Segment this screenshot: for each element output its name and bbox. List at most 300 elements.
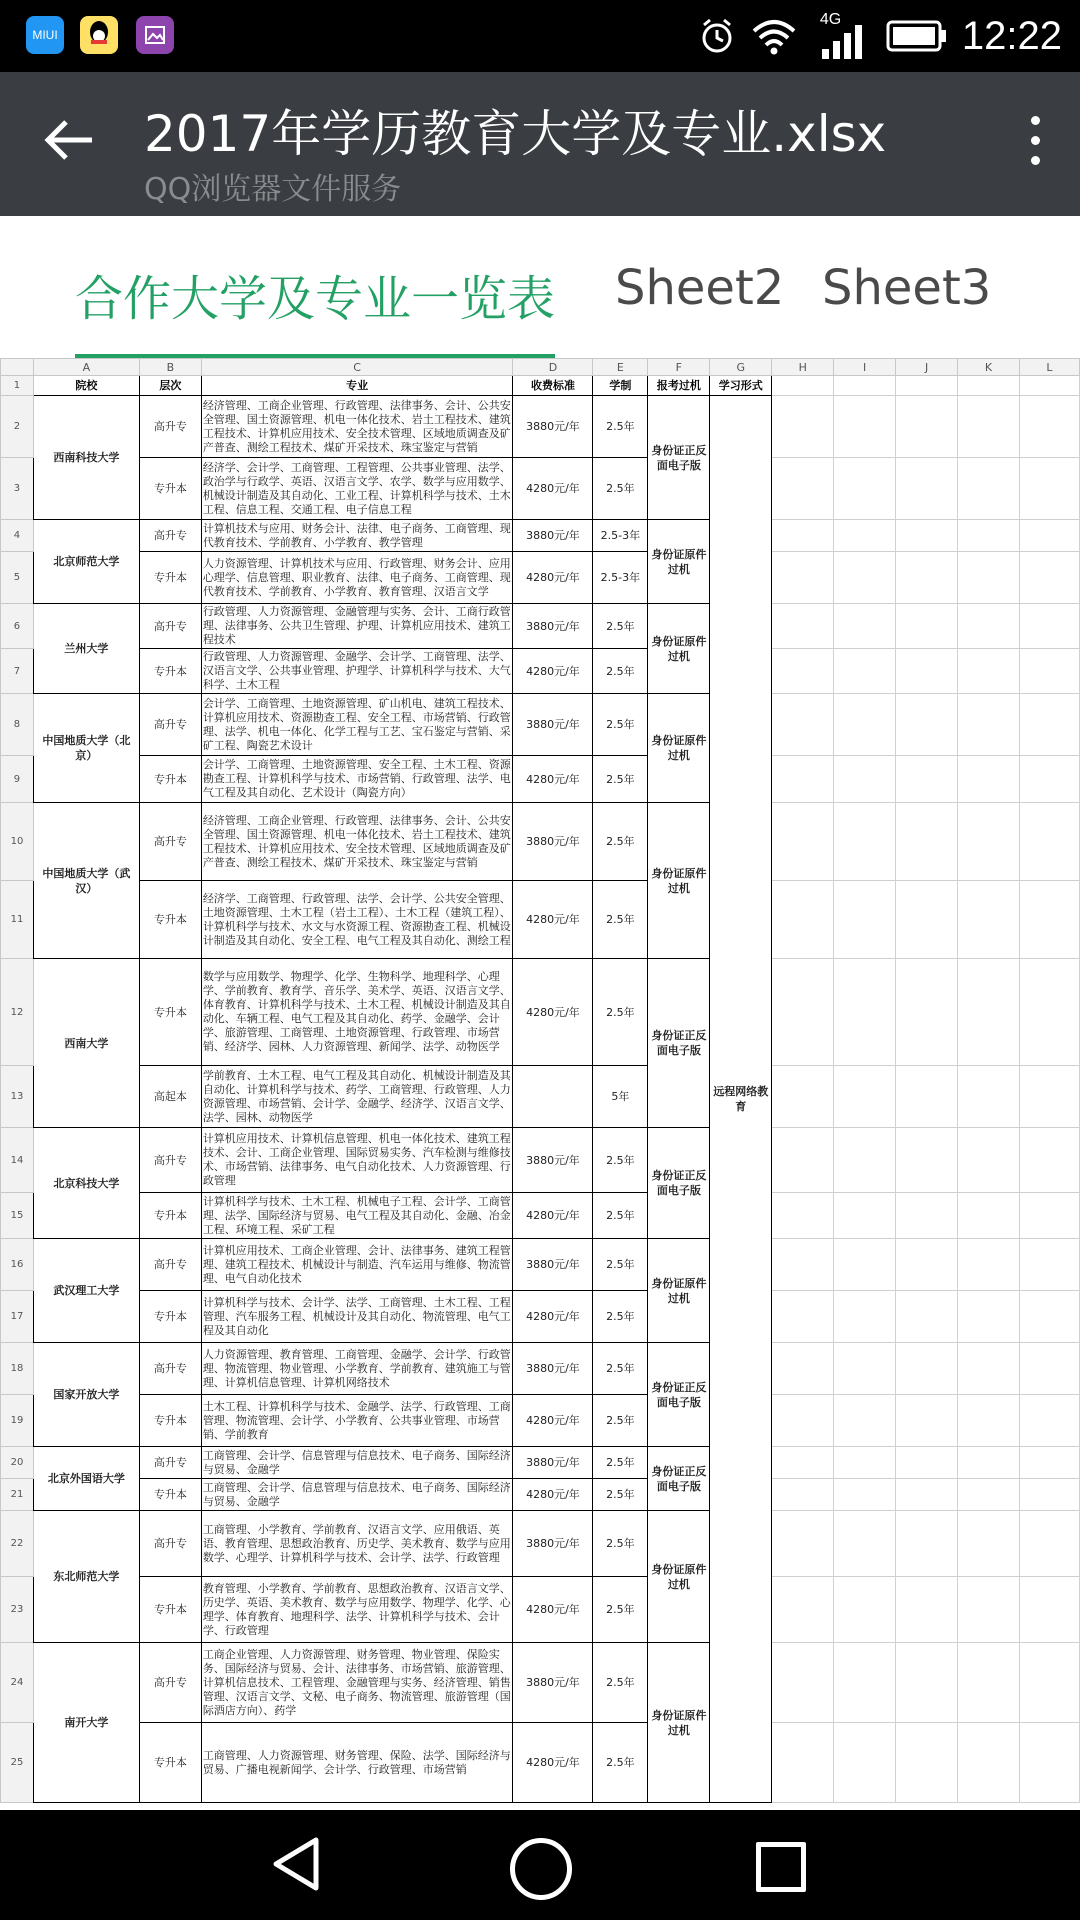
majors-cell[interactable]: 经济学、工商管理、行政管理、法学、会计学、公共安全管理、土地资源管理、土木工程（岩土工程）、土木工程（建筑工程）、计算机科学与技术、水文与水资源工程、资源勘查工程、机械设计制造及其自动化、安全工程、电气工程及其自动化、测绘工程 [201, 881, 513, 959]
majors-cell[interactable]: 会计学、工商管理、土地资源管理、矿山机电、建筑工程技术、计算机应用技术、资源勘查工程、安全工程、市场营销、行政管理、法学、机电一体化、化学工程与工艺、宝石鉴定与营销、采矿工程、陶瓷艺术设计 [201, 694, 513, 756]
empty-cell[interactable] [896, 1066, 958, 1128]
empty-cell[interactable] [958, 1343, 1020, 1395]
majors-cell[interactable]: 工商管理、会计学、信息管理与信息技术、电子商务、国际经济与贸易、金融学 [201, 1479, 513, 1511]
duration-cell[interactable]: 2.5年 [593, 756, 648, 803]
back-button[interactable] [40, 110, 100, 170]
empty-cell[interactable] [896, 1291, 958, 1343]
empty-cell[interactable] [772, 458, 834, 520]
tab-sheet2[interactable]: Sheet2 [615, 260, 785, 316]
majors-cell[interactable]: 工商管理、会计学、信息管理与信息技术、电子商务、国际经济与贸易、金融学 [201, 1447, 513, 1479]
empty-cell[interactable] [896, 959, 958, 1066]
empty-cell[interactable] [958, 1643, 1020, 1723]
fee-cell[interactable]: 4280元/年 [513, 649, 593, 694]
level-cell[interactable]: 高升专 [139, 1128, 201, 1193]
level-cell[interactable]: 专升本 [139, 458, 201, 520]
duration-cell[interactable]: 2.5年 [593, 1511, 648, 1577]
empty-cell[interactable] [772, 1479, 834, 1511]
empty-cell[interactable] [958, 1291, 1020, 1343]
row-number[interactable]: 2 [1, 396, 34, 458]
majors-cell[interactable]: 工商管理、小学教育、学前教育、汉语言文学、应用俄语、英语、教育管理、思想政治教育、历史学、美术教育、数学与应用数学、心理学、计算机科学与技术、会计学、法学、行政管理 [201, 1511, 513, 1577]
fee-cell[interactable] [513, 1066, 593, 1128]
empty-cell[interactable] [896, 803, 958, 881]
nav-recents-icon[interactable] [756, 1842, 806, 1892]
empty-cell[interactable] [958, 520, 1020, 552]
fee-cell[interactable]: 3880元/年 [513, 396, 593, 458]
majors-cell[interactable]: 经济学、会计学、工商管理、工程管理、公共事业管理、法学、政治学与行政学、英语、汉语言文学、农学、数学与应用数学、机械设计制造及其自动化、工业工程、计算机科学与技术、土木工程、信息工程、交通工程、电子信息工程 [201, 458, 513, 520]
header-cell[interactable]: 院校 [33, 376, 139, 396]
exam-cell[interactable]: 身份证正反面电子版 [648, 396, 710, 520]
empty-cell[interactable] [896, 1577, 958, 1643]
corner-cell[interactable] [1, 359, 34, 376]
row-number[interactable]: 8 [1, 694, 34, 756]
exam-cell[interactable]: 身份证原件过机 [648, 604, 710, 694]
empty-cell[interactable] [834, 1723, 896, 1803]
school-cell[interactable]: 中国地质大学（武汉） [33, 803, 139, 959]
empty-cell[interactable] [1019, 881, 1079, 959]
level-cell[interactable]: 专升本 [139, 552, 201, 604]
empty-cell[interactable] [772, 1447, 834, 1479]
duration-cell[interactable]: 2.5年 [593, 604, 648, 649]
empty-cell[interactable] [896, 1395, 958, 1447]
empty-cell[interactable] [772, 376, 834, 396]
majors-cell[interactable]: 行政管理、人力资源管理、金融管理与实务、会计、工商行政管理、法律事务、公共卫生管理、护理、计算机应用技术、建筑工程技术 [201, 604, 513, 649]
fee-cell[interactable]: 4280元/年 [513, 1723, 593, 1803]
fee-cell[interactable]: 3880元/年 [513, 520, 593, 552]
fee-cell[interactable]: 3880元/年 [513, 694, 593, 756]
majors-cell[interactable]: 计算机应用技术、工商企业管理、会计、法律事务、建筑工程管理、建筑工程技术、机械设计与制造、汽车运用与维修、物流管理、电气自动化技术 [201, 1239, 513, 1291]
empty-cell[interactable] [958, 1128, 1020, 1193]
empty-cell[interactable] [896, 649, 958, 694]
empty-cell[interactable] [834, 1577, 896, 1643]
level-cell[interactable]: 专升本 [139, 959, 201, 1066]
duration-cell[interactable]: 2.5年 [593, 396, 648, 458]
empty-cell[interactable] [834, 1066, 896, 1128]
fee-cell[interactable]: 3880元/年 [513, 803, 593, 881]
duration-cell[interactable]: 2.5年 [593, 1479, 648, 1511]
column-header-i[interactable]: I [834, 359, 896, 376]
empty-cell[interactable] [896, 458, 958, 520]
majors-cell[interactable]: 教育管理、小学教育、学前教育、思想政治教育、汉语言文学、历史学、英语、美术教育、数学与应用数学、物理学、化学、心理学、体育教育、地理科学、法学、计算机科学与技术、会计学、行政管理 [201, 1577, 513, 1643]
empty-cell[interactable] [772, 1239, 834, 1291]
majors-cell[interactable]: 计算机科学与技术、土木工程、机械电子工程、会计学、工商管理、法学、国际经济与贸易、电气工程及其自动化、金融、冶金工程、环境工程、采矿工程 [201, 1193, 513, 1239]
empty-cell[interactable] [896, 1643, 958, 1723]
row-number[interactable]: 21 [1, 1479, 34, 1511]
column-header-d[interactable]: D [513, 359, 593, 376]
empty-cell[interactable] [1019, 1447, 1079, 1479]
fee-cell[interactable]: 3880元/年 [513, 1511, 593, 1577]
row-number[interactable]: 12 [1, 959, 34, 1066]
column-header-f[interactable]: F [648, 359, 710, 376]
empty-cell[interactable] [772, 552, 834, 604]
exam-cell[interactable]: 身份证正反面电子版 [648, 1128, 710, 1239]
empty-cell[interactable] [772, 881, 834, 959]
level-cell[interactable]: 高升专 [139, 1643, 201, 1723]
header-cell[interactable]: 学习形式 [710, 376, 772, 396]
majors-cell[interactable]: 计算机应用技术、计算机信息管理、机电一体化技术、建筑工程技术、会计、工商企业管理、国际贸易实务、汽车检测与维修技术、市场营销、法律事务、电气自动化技术、人力资源管理、行政管理 [201, 1128, 513, 1193]
empty-cell[interactable] [772, 1511, 834, 1577]
level-cell[interactable]: 高起本 [139, 1066, 201, 1128]
empty-cell[interactable] [1019, 1291, 1079, 1343]
empty-cell[interactable] [958, 604, 1020, 649]
school-cell[interactable]: 中国地质大学（北京） [33, 694, 139, 803]
empty-cell[interactable] [1019, 1395, 1079, 1447]
column-header-e[interactable]: E [593, 359, 648, 376]
empty-cell[interactable] [834, 1291, 896, 1343]
header-cell[interactable]: 层次 [139, 376, 201, 396]
empty-cell[interactable] [1019, 756, 1079, 803]
row-number[interactable]: 11 [1, 881, 34, 959]
duration-cell[interactable]: 5年 [593, 1066, 648, 1128]
empty-cell[interactable] [1019, 1643, 1079, 1723]
empty-cell[interactable] [834, 959, 896, 1066]
level-cell[interactable]: 专升本 [139, 1723, 201, 1803]
level-cell[interactable]: 高升专 [139, 396, 201, 458]
empty-cell[interactable] [958, 552, 1020, 604]
fee-cell[interactable]: 4280元/年 [513, 756, 593, 803]
empty-cell[interactable] [834, 1395, 896, 1447]
level-cell[interactable]: 高升专 [139, 1239, 201, 1291]
row-number[interactable]: 15 [1, 1193, 34, 1239]
majors-cell[interactable]: 计算机科学与技术、会计学、法学、工商管理、土木工程、工程管理、汽车服务工程、机械设计及其自动化、物流管理、电气工程及其自动化 [201, 1291, 513, 1343]
empty-cell[interactable] [958, 881, 1020, 959]
duration-cell[interactable]: 2.5年 [593, 1291, 648, 1343]
empty-cell[interactable] [772, 1291, 834, 1343]
exam-cell[interactable]: 身份证原件过机 [648, 1239, 710, 1343]
empty-cell[interactable] [834, 1128, 896, 1193]
school-cell[interactable]: 北京师范大学 [33, 520, 139, 604]
empty-cell[interactable] [958, 649, 1020, 694]
empty-cell[interactable] [1019, 1479, 1079, 1511]
empty-cell[interactable] [834, 1239, 896, 1291]
empty-cell[interactable] [958, 376, 1020, 396]
empty-cell[interactable] [1019, 458, 1079, 520]
fee-cell[interactable]: 4280元/年 [513, 1395, 593, 1447]
level-cell[interactable]: 高升专 [139, 1447, 201, 1479]
empty-cell[interactable] [1019, 1066, 1079, 1128]
tab-sheet1[interactable]: 合作大学及专业一览表 [75, 271, 556, 327]
duration-cell[interactable]: 2.5年 [593, 458, 648, 520]
header-cell[interactable]: 报考过机 [648, 376, 710, 396]
row-number[interactable]: 16 [1, 1239, 34, 1291]
empty-cell[interactable] [834, 604, 896, 649]
empty-cell[interactable] [772, 1066, 834, 1128]
empty-cell[interactable] [772, 1643, 834, 1723]
level-cell[interactable]: 专升本 [139, 1577, 201, 1643]
empty-cell[interactable] [1019, 1577, 1079, 1643]
column-header-b[interactable]: B [139, 359, 201, 376]
duration-cell[interactable]: 2.5年 [593, 694, 648, 756]
empty-cell[interactable] [1019, 1511, 1079, 1577]
majors-cell[interactable]: 土木工程、计算机科学与技术、金融学、法学、行政管理、工商管理、物流管理、会计学、小学教育、公共事业管理、市场营销、学前教育 [201, 1395, 513, 1447]
empty-cell[interactable] [772, 959, 834, 1066]
row-number[interactable]: 13 [1, 1066, 34, 1128]
column-header-h[interactable]: H [772, 359, 834, 376]
empty-cell[interactable] [834, 649, 896, 694]
level-cell[interactable]: 专升本 [139, 1395, 201, 1447]
study-form-cell[interactable]: 远程网络教育 [710, 396, 772, 1803]
majors-cell[interactable]: 会计学、工商管理、土地资源管理、安全工程、土木工程、资源勘查工程、计算机科学与技术、市场营销、行政管理、法学、电气工程及其自动化、艺术设计（陶瓷方向） [201, 756, 513, 803]
empty-cell[interactable] [896, 694, 958, 756]
empty-cell[interactable] [1019, 396, 1079, 458]
majors-cell[interactable]: 计算机技术与应用、财务会计、法律、电子商务、工商管理、现代教育技术、学前教育、小学教育、教学管理 [201, 520, 513, 552]
fee-cell[interactable]: 4280元/年 [513, 458, 593, 520]
empty-cell[interactable] [958, 1066, 1020, 1128]
empty-cell[interactable] [1019, 520, 1079, 552]
empty-cell[interactable] [958, 396, 1020, 458]
exam-cell[interactable]: 身份证原件过机 [648, 694, 710, 803]
school-cell[interactable]: 西南大学 [33, 959, 139, 1128]
empty-cell[interactable] [1019, 1128, 1079, 1193]
empty-cell[interactable] [896, 1511, 958, 1577]
fee-cell[interactable]: 4280元/年 [513, 552, 593, 604]
duration-cell[interactable]: 2.5年 [593, 959, 648, 1066]
majors-cell[interactable]: 工商企业管理、人力资源管理、财务管理、物业管理、保险实务、国际经济与贸易、会计、法律事务、市场营销、旅游管理、计算机信息技术、工程管理、金融管理与实务、经济管理、销售管理、汉语言文学、文秘、电子商务、物流管理、旅游管理（国际酒店方向）、药学 [201, 1643, 513, 1723]
level-cell[interactable]: 高升专 [139, 1511, 201, 1577]
column-header-c[interactable]: C [201, 359, 513, 376]
more-options-button[interactable] [1020, 116, 1050, 176]
exam-cell[interactable]: 身份证正反面电子版 [648, 1447, 710, 1511]
header-cell[interactable]: 收费标准 [513, 376, 593, 396]
duration-cell[interactable]: 2.5年 [593, 649, 648, 694]
empty-cell[interactable] [958, 1193, 1020, 1239]
empty-cell[interactable] [834, 396, 896, 458]
duration-cell[interactable]: 2.5年 [593, 881, 648, 959]
column-header-j[interactable]: J [896, 359, 958, 376]
empty-cell[interactable] [958, 756, 1020, 803]
row-number[interactable]: 14 [1, 1128, 34, 1193]
empty-cell[interactable] [834, 520, 896, 552]
empty-cell[interactable] [958, 1511, 1020, 1577]
fee-cell[interactable]: 3880元/年 [513, 1128, 593, 1193]
empty-cell[interactable] [772, 649, 834, 694]
empty-cell[interactable] [958, 1447, 1020, 1479]
fee-cell[interactable]: 3880元/年 [513, 604, 593, 649]
level-cell[interactable]: 高升专 [139, 520, 201, 552]
level-cell[interactable]: 高升专 [139, 694, 201, 756]
empty-cell[interactable] [772, 604, 834, 649]
fee-cell[interactable]: 3880元/年 [513, 1643, 593, 1723]
empty-cell[interactable] [896, 552, 958, 604]
empty-cell[interactable] [896, 1193, 958, 1239]
row-number[interactable]: 22 [1, 1511, 34, 1577]
empty-cell[interactable] [896, 1128, 958, 1193]
fee-cell[interactable]: 4280元/年 [513, 1479, 593, 1511]
empty-cell[interactable] [834, 552, 896, 604]
school-cell[interactable]: 西南科技大学 [33, 396, 139, 520]
level-cell[interactable]: 专升本 [139, 1479, 201, 1511]
empty-cell[interactable] [834, 1447, 896, 1479]
majors-cell[interactable]: 学前教育、土木工程、电气工程及其自动化、机械设计制造及其自动化、计算机科学与技术、药学、工商管理、行政管理、人力资源管理、市场营销、会计学、金融学、经济学、汉语言文学、法学、园林、动物医学 [201, 1066, 513, 1128]
duration-cell[interactable]: 2.5年 [593, 1395, 648, 1447]
empty-cell[interactable] [772, 756, 834, 803]
empty-cell[interactable] [1019, 376, 1079, 396]
empty-cell[interactable] [1019, 552, 1079, 604]
empty-cell[interactable] [958, 1577, 1020, 1643]
empty-cell[interactable] [1019, 1723, 1079, 1803]
row-number[interactable]: 3 [1, 458, 34, 520]
exam-cell[interactable]: 身份证原件过机 [648, 803, 710, 959]
empty-cell[interactable] [958, 803, 1020, 881]
empty-cell[interactable] [772, 1193, 834, 1239]
fee-cell[interactable]: 3880元/年 [513, 1239, 593, 1291]
row-number[interactable]: 24 [1, 1643, 34, 1723]
empty-cell[interactable] [958, 458, 1020, 520]
school-cell[interactable]: 北京外国语大学 [33, 1447, 139, 1511]
exam-cell[interactable]: 身份证原件过机 [648, 1511, 710, 1643]
empty-cell[interactable] [834, 756, 896, 803]
empty-cell[interactable] [1019, 1343, 1079, 1395]
empty-cell[interactable] [834, 458, 896, 520]
empty-cell[interactable] [896, 604, 958, 649]
column-header-a[interactable]: A [33, 359, 139, 376]
empty-cell[interactable] [772, 1343, 834, 1395]
row-number[interactable]: 23 [1, 1577, 34, 1643]
duration-cell[interactable]: 2.5年 [593, 1128, 648, 1193]
school-cell[interactable]: 国家开放大学 [33, 1343, 139, 1447]
empty-cell[interactable] [896, 756, 958, 803]
empty-cell[interactable] [772, 1577, 834, 1643]
level-cell[interactable]: 高升专 [139, 803, 201, 881]
duration-cell[interactable]: 2.5年 [593, 1723, 648, 1803]
empty-cell[interactable] [834, 881, 896, 959]
level-cell[interactable]: 专升本 [139, 649, 201, 694]
row-number[interactable]: 19 [1, 1395, 34, 1447]
empty-cell[interactable] [1019, 604, 1079, 649]
empty-cell[interactable] [772, 1395, 834, 1447]
majors-cell[interactable]: 人力资源管理、教育管理、工商管理、金融学、会计学、行政管理、物流管理、物业管理、小学教育、学前教育、建筑施工与管理、计算机信息管理、计算机网络技术 [201, 1343, 513, 1395]
empty-cell[interactable] [896, 396, 958, 458]
majors-cell[interactable]: 工商管理、人力资源管理、财务管理、保险、法学、国际经济与贸易、广播电视新闻学、会计学、行政管理、市场营销 [201, 1723, 513, 1803]
empty-cell[interactable] [834, 694, 896, 756]
exam-cell[interactable]: 身份证正反面电子版 [648, 1343, 710, 1447]
school-cell[interactable]: 兰州大学 [33, 604, 139, 694]
empty-cell[interactable] [896, 1239, 958, 1291]
empty-cell[interactable] [772, 694, 834, 756]
row-number[interactable]: 9 [1, 756, 34, 803]
empty-cell[interactable] [834, 1511, 896, 1577]
empty-cell[interactable] [772, 1128, 834, 1193]
row-number[interactable]: 18 [1, 1343, 34, 1395]
column-header-k[interactable]: K [958, 359, 1020, 376]
empty-cell[interactable] [896, 1723, 958, 1803]
majors-cell[interactable]: 数学与应用数学、物理学、化学、生物科学、地理科学、心理学、学前教育、教育学、音乐学、美术学、英语、汉语言文学、体育教育、计算机科学与技术、土木工程、机械设计制造及其自动化、车辆工程、电气工程及其自动化、药学、金融学、会计学、旅游管理、工商管理、土地资源管理、行政管理、市场营销、经济学、园林、人力资源管理、新闻学、法学、动物医学 [201, 959, 513, 1066]
spreadsheet-view[interactable] [0, 358, 1080, 1810]
exam-cell[interactable]: 身份证原件过机 [648, 1643, 710, 1803]
nav-back-icon[interactable] [270, 1836, 322, 1892]
empty-cell[interactable] [1019, 649, 1079, 694]
school-cell[interactable]: 北京科技大学 [33, 1128, 139, 1239]
row-number[interactable]: 20 [1, 1447, 34, 1479]
empty-cell[interactable] [896, 1343, 958, 1395]
empty-cell[interactable] [1019, 694, 1079, 756]
duration-cell[interactable]: 2.5-3年 [593, 552, 648, 604]
fee-cell[interactable]: 4280元/年 [513, 1291, 593, 1343]
level-cell[interactable]: 高升专 [139, 604, 201, 649]
empty-cell[interactable] [834, 1193, 896, 1239]
duration-cell[interactable]: 2.5年 [593, 803, 648, 881]
level-cell[interactable]: 高升专 [139, 1343, 201, 1395]
exam-cell[interactable]: 身份证原件过机 [648, 520, 710, 604]
row-number[interactable]: 10 [1, 803, 34, 881]
spreadsheet-grid[interactable] [0, 358, 1080, 1803]
duration-cell[interactable]: 2.5年 [593, 1239, 648, 1291]
duration-cell[interactable]: 2.5年 [593, 1447, 648, 1479]
fee-cell[interactable]: 4280元/年 [513, 1193, 593, 1239]
row-number[interactable]: 7 [1, 649, 34, 694]
level-cell[interactable]: 专升本 [139, 1193, 201, 1239]
fee-cell[interactable]: 4280元/年 [513, 1577, 593, 1643]
row-number[interactable]: 5 [1, 552, 34, 604]
empty-cell[interactable] [772, 520, 834, 552]
empty-cell[interactable] [834, 803, 896, 881]
duration-cell[interactable]: 2.5-3年 [593, 520, 648, 552]
empty-cell[interactable] [834, 1343, 896, 1395]
empty-cell[interactable] [772, 396, 834, 458]
empty-cell[interactable] [958, 694, 1020, 756]
duration-cell[interactable]: 2.5年 [593, 1643, 648, 1723]
empty-cell[interactable] [958, 1723, 1020, 1803]
empty-cell[interactable] [896, 520, 958, 552]
row-number[interactable]: 6 [1, 604, 34, 649]
school-cell[interactable]: 南开大学 [33, 1643, 139, 1803]
row-number[interactable]: 1 [1, 376, 34, 396]
fee-cell[interactable]: 4280元/年 [513, 881, 593, 959]
nav-home-icon[interactable] [510, 1838, 572, 1900]
row-number[interactable]: 17 [1, 1291, 34, 1343]
majors-cell[interactable]: 行政管理、人力资源管理、金融学、会计学、工商管理、法学、汉语言文学、公共事业管理、护理学、计算机科学与技术、大气科学、土木工程 [201, 649, 513, 694]
empty-cell[interactable] [1019, 1239, 1079, 1291]
row-number[interactable]: 4 [1, 520, 34, 552]
majors-cell[interactable]: 经济管理、工商企业管理、行政管理、法律事务、会计、公共安全管理、国土资源管理、机电一体化技术、岩土工程技术、建筑工程技术、计算机应用技术、安全技术管理、区域地质调查及矿产普查、测绘工程技术、煤矿开采技术、珠宝鉴定与营销 [201, 396, 513, 458]
empty-cell[interactable] [958, 1479, 1020, 1511]
duration-cell[interactable]: 2.5年 [593, 1193, 648, 1239]
empty-cell[interactable] [896, 881, 958, 959]
row-number[interactable]: 25 [1, 1723, 34, 1803]
majors-cell[interactable]: 经济管理、工商企业管理、行政管理、法律事务、会计、公共安全管理、国土资源管理、机电一体化技术、岩土工程技术、建筑工程技术、计算机应用技术、安全技术管理、区域地质调查及矿产普查、测绘工程技术、煤矿开采技术、珠宝鉴定与营销 [201, 803, 513, 881]
majors-cell[interactable]: 人力资源管理、计算机技术与应用、行政管理、财务会计、应用心理学、信息管理、职业教育、法律、电子商务、工商管理、现代教育技术、学前教育、小学教育、教育管理、汉语言文学 [201, 552, 513, 604]
column-header-g[interactable]: G [710, 359, 772, 376]
level-cell[interactable]: 专升本 [139, 881, 201, 959]
empty-cell[interactable] [1019, 803, 1079, 881]
empty-cell[interactable] [1019, 1193, 1079, 1239]
empty-cell[interactable] [834, 376, 896, 396]
exam-cell[interactable]: 身份证正反面电子版 [648, 959, 710, 1128]
column-header-l[interactable]: L [1019, 359, 1079, 376]
duration-cell[interactable]: 2.5年 [593, 1577, 648, 1643]
header-cell[interactable]: 学制 [593, 376, 648, 396]
school-cell[interactable]: 东北师范大学 [33, 1511, 139, 1643]
empty-cell[interactable] [896, 1479, 958, 1511]
empty-cell[interactable] [958, 959, 1020, 1066]
empty-cell[interactable] [958, 1239, 1020, 1291]
empty-cell[interactable] [1019, 959, 1079, 1066]
fee-cell[interactable]: 3880元/年 [513, 1343, 593, 1395]
empty-cell[interactable] [958, 1395, 1020, 1447]
school-cell[interactable]: 武汉理工大学 [33, 1239, 139, 1343]
fee-cell[interactable]: 3880元/年 [513, 1447, 593, 1479]
empty-cell[interactable] [772, 1723, 834, 1803]
duration-cell[interactable]: 2.5年 [593, 1343, 648, 1395]
empty-cell[interactable] [834, 1479, 896, 1511]
level-cell[interactable]: 专升本 [139, 756, 201, 803]
level-cell[interactable]: 专升本 [139, 1291, 201, 1343]
empty-cell[interactable] [896, 1447, 958, 1479]
empty-cell[interactable] [896, 376, 958, 396]
empty-cell[interactable] [772, 803, 834, 881]
fee-cell[interactable]: 4280元/年 [513, 959, 593, 1066]
empty-cell[interactable] [834, 1643, 896, 1723]
tab-sheet3[interactable]: Sheet3 [822, 260, 992, 316]
